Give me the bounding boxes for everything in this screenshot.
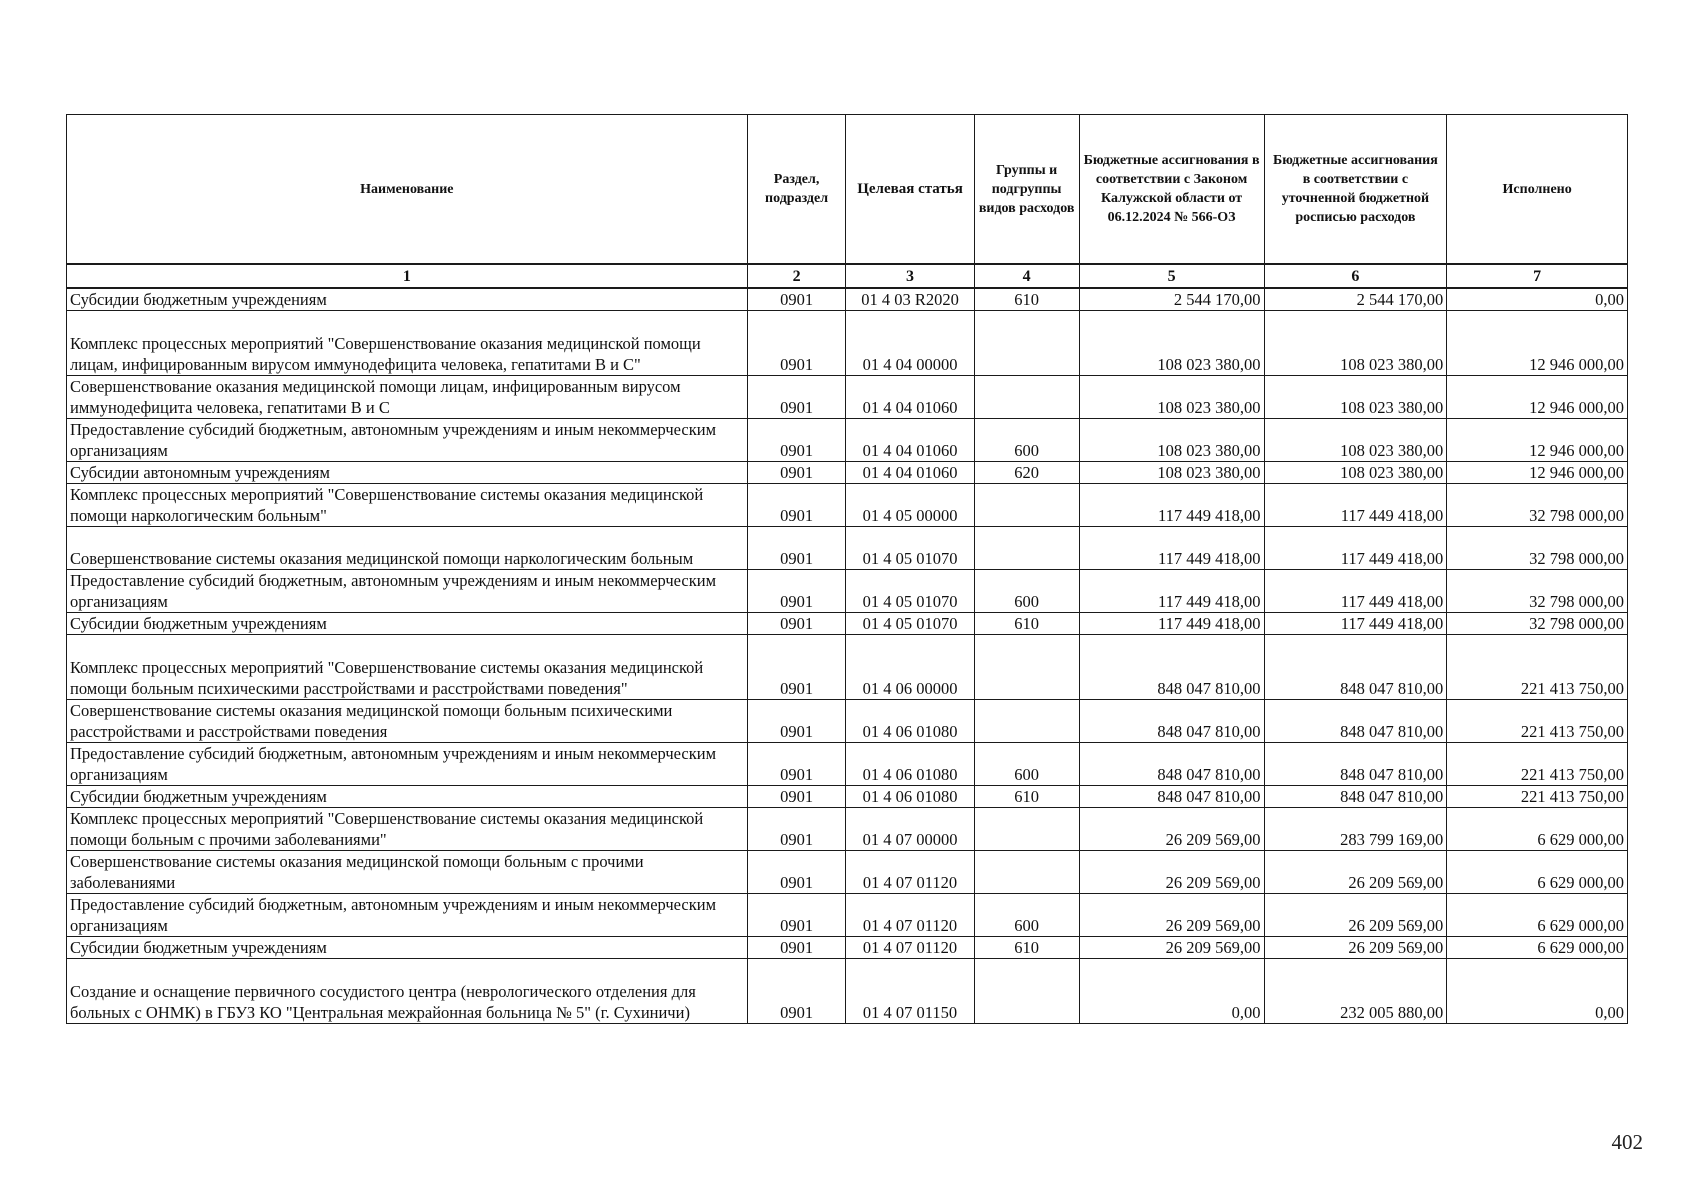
row-group: 600 — [974, 894, 1079, 937]
row-refined-allocation: 26 209 569,00 — [1264, 894, 1447, 937]
row-section: 0901 — [747, 570, 846, 613]
row-name: Субсидии бюджетным учреждениям — [67, 786, 748, 808]
row-target: 01 4 07 01150 — [846, 959, 974, 1024]
row-target: 01 4 06 01080 — [846, 743, 974, 786]
row-section: 0901 — [747, 527, 846, 570]
column-number-row — [67, 264, 1628, 288]
row-law-allocation: 108 023 380,00 — [1079, 376, 1264, 419]
row-section: 0901 — [747, 937, 846, 959]
row-group — [974, 635, 1079, 700]
row-group — [974, 484, 1079, 527]
row-law-allocation: 117 449 418,00 — [1079, 613, 1264, 635]
row-section: 0901 — [747, 484, 846, 527]
row-executed: 221 413 750,00 — [1447, 786, 1628, 808]
row-law-allocation: 108 023 380,00 — [1079, 311, 1264, 376]
row-section: 0901 — [747, 786, 846, 808]
row-executed: 6 629 000,00 — [1447, 937, 1628, 959]
table-row — [67, 894, 1628, 937]
table-row — [67, 743, 1628, 786]
header-executed: Исполнено — [1447, 115, 1628, 265]
row-refined-allocation: 108 023 380,00 — [1264, 419, 1447, 462]
row-refined-allocation: 848 047 810,00 — [1264, 700, 1447, 743]
row-executed: 6 629 000,00 — [1447, 894, 1628, 937]
header-refined-allocations: Бюджетные ассигнования в соответствии с уточненной бюджетной росписью расходов — [1264, 115, 1447, 265]
header-law-allocations: Бюджетные ассигнования в соответствии с Законом Калужской области от 06.12.2024 № 566-ОЗ — [1079, 115, 1264, 265]
row-executed: 32 798 000,00 — [1447, 484, 1628, 527]
table-row — [67, 786, 1628, 808]
row-law-allocation: 848 047 810,00 — [1079, 786, 1264, 808]
table-body — [67, 288, 1628, 1024]
row-refined-allocation: 108 023 380,00 — [1264, 311, 1447, 376]
table-row — [67, 959, 1628, 1024]
row-group — [974, 959, 1079, 1024]
row-target: 01 4 06 01080 — [846, 786, 974, 808]
row-name: Совершенствование системы оказания медицинской помощи больным с прочими заболеваниями — [67, 851, 748, 894]
row-target: 01 4 07 00000 — [846, 808, 974, 851]
row-target: 01 4 04 01060 — [846, 462, 974, 484]
row-law-allocation: 26 209 569,00 — [1079, 808, 1264, 851]
row-section: 0901 — [747, 613, 846, 635]
column-number: 4 — [974, 264, 1079, 288]
row-name: Предоставление субсидий бюджетным, автономным учреждениям и иным некоммерческим организациям — [67, 570, 748, 613]
row-name: Комплекс процессных мероприятий "Совершенствование системы оказания медицинской помощи больным с прочими заболеваниями" — [67, 808, 748, 851]
header-groups: Группы и подгруппы видов расходов — [974, 115, 1079, 265]
header-section: Раздел, подраздел — [747, 115, 846, 265]
row-group: 600 — [974, 743, 1079, 786]
column-number: 2 — [747, 264, 846, 288]
row-section: 0901 — [747, 894, 846, 937]
row-target: 01 4 05 00000 — [846, 484, 974, 527]
table-row — [67, 635, 1628, 700]
row-section: 0901 — [747, 851, 846, 894]
row-refined-allocation: 232 005 880,00 — [1264, 959, 1447, 1024]
row-executed: 32 798 000,00 — [1447, 570, 1628, 613]
row-law-allocation: 2 544 170,00 — [1079, 288, 1264, 311]
row-refined-allocation: 848 047 810,00 — [1264, 786, 1447, 808]
row-target: 01 4 04 01060 — [846, 419, 974, 462]
table-row — [67, 613, 1628, 635]
row-target: 01 4 07 01120 — [846, 894, 974, 937]
row-name: Совершенствование системы оказания медицинской помощи наркологическим больным — [67, 527, 748, 570]
table-row — [67, 419, 1628, 462]
row-section: 0901 — [747, 808, 846, 851]
row-section: 0901 — [747, 462, 846, 484]
row-refined-allocation: 117 449 418,00 — [1264, 484, 1447, 527]
row-section: 0901 — [747, 419, 846, 462]
page-number: 402 — [1611, 1130, 1643, 1154]
row-target: 01 4 05 01070 — [846, 527, 974, 570]
row-executed: 221 413 750,00 — [1447, 700, 1628, 743]
row-law-allocation: 26 209 569,00 — [1079, 937, 1264, 959]
row-law-allocation: 848 047 810,00 — [1079, 743, 1264, 786]
row-name: Комплекс процессных мероприятий "Совершенствование системы оказания медицинской помощи больным психическими расстройствами и расстройствами поведения" — [67, 635, 748, 700]
row-target: 01 4 03 R2020 — [846, 288, 974, 311]
row-refined-allocation: 848 047 810,00 — [1264, 635, 1447, 700]
row-refined-allocation: 117 449 418,00 — [1264, 570, 1447, 613]
row-section: 0901 — [747, 311, 846, 376]
row-refined-allocation: 117 449 418,00 — [1264, 527, 1447, 570]
row-group: 600 — [974, 419, 1079, 462]
table-row — [67, 700, 1628, 743]
row-name: Предоставление субсидий бюджетным, автономным учреждениям и иным некоммерческим организациям — [67, 894, 748, 937]
table-row — [67, 311, 1628, 376]
row-refined-allocation: 283 799 169,00 — [1264, 808, 1447, 851]
row-law-allocation: 848 047 810,00 — [1079, 635, 1264, 700]
row-executed: 0,00 — [1447, 288, 1628, 311]
row-group — [974, 808, 1079, 851]
row-name: Субсидии бюджетным учреждениям — [67, 613, 748, 635]
row-group: 610 — [974, 937, 1079, 959]
column-number: 3 — [846, 264, 974, 288]
row-section: 0901 — [747, 700, 846, 743]
row-law-allocation: 26 209 569,00 — [1079, 851, 1264, 894]
row-law-allocation: 848 047 810,00 — [1079, 700, 1264, 743]
row-executed: 12 946 000,00 — [1447, 376, 1628, 419]
row-section: 0901 — [747, 635, 846, 700]
header-name: Наименование — [67, 115, 748, 265]
row-name: Совершенствование оказания медицинской помощи лицам, инфицированным вирусом иммунодефицита человека, гепатитами В и С — [67, 376, 748, 419]
row-law-allocation: 108 023 380,00 — [1079, 419, 1264, 462]
row-law-allocation: 26 209 569,00 — [1079, 894, 1264, 937]
table-row — [67, 484, 1628, 527]
row-refined-allocation: 108 023 380,00 — [1264, 462, 1447, 484]
header-row — [67, 115, 1628, 265]
row-section: 0901 — [747, 288, 846, 311]
row-executed: 12 946 000,00 — [1447, 419, 1628, 462]
row-refined-allocation: 848 047 810,00 — [1264, 743, 1447, 786]
row-target: 01 4 07 01120 — [846, 851, 974, 894]
row-target: 01 4 04 01060 — [846, 376, 974, 419]
row-section: 0901 — [747, 376, 846, 419]
row-group: 610 — [974, 288, 1079, 311]
row-executed: 32 798 000,00 — [1447, 527, 1628, 570]
row-name: Предоставление субсидий бюджетным, автономным учреждениям и иным некоммерческим организациям — [67, 743, 748, 786]
row-name: Субсидии автономным учреждениям — [67, 462, 748, 484]
row-name: Комплекс процессных мероприятий "Совершенствование системы оказания медицинской помощи наркологическим больным" — [67, 484, 748, 527]
row-refined-allocation: 26 209 569,00 — [1264, 851, 1447, 894]
row-executed: 0,00 — [1447, 959, 1628, 1024]
row-group — [974, 311, 1079, 376]
row-section: 0901 — [747, 959, 846, 1024]
table-row — [67, 376, 1628, 419]
budget-page — [66, 114, 1628, 1024]
row-executed: 221 413 750,00 — [1447, 743, 1628, 786]
row-law-allocation: 0,00 — [1079, 959, 1264, 1024]
row-executed: 6 629 000,00 — [1447, 851, 1628, 894]
row-name: Совершенствование системы оказания медицинской помощи больным психическими расстройствами и расстройствами поведения — [67, 700, 748, 743]
row-law-allocation: 108 023 380,00 — [1079, 462, 1264, 484]
row-group — [974, 376, 1079, 419]
row-group — [974, 700, 1079, 743]
table-row — [67, 570, 1628, 613]
table-row — [67, 288, 1628, 311]
column-number: 5 — [1079, 264, 1264, 288]
row-name: Предоставление субсидий бюджетным, автономным учреждениям и иным некоммерческим организациям — [67, 419, 748, 462]
row-group: 600 — [974, 570, 1079, 613]
row-executed: 221 413 750,00 — [1447, 635, 1628, 700]
row-refined-allocation: 26 209 569,00 — [1264, 937, 1447, 959]
column-number: 6 — [1264, 264, 1447, 288]
header-target: Целевая статья — [846, 115, 974, 265]
row-target: 01 4 06 01080 — [846, 700, 974, 743]
table-row — [67, 462, 1628, 484]
table-row — [67, 851, 1628, 894]
row-refined-allocation: 117 449 418,00 — [1264, 613, 1447, 635]
budget-table — [66, 114, 1628, 1024]
row-group — [974, 527, 1079, 570]
row-group: 610 — [974, 786, 1079, 808]
row-name: Создание и оснащение первичного сосудистого центра (неврологического отделения для больных с ОНМК) в ГБУЗ КО "Центральная межрайонная больница № 5" (г. Сухиничи) — [67, 959, 748, 1024]
row-group: 610 — [974, 613, 1079, 635]
row-target: 01 4 04 00000 — [846, 311, 974, 376]
row-executed: 12 946 000,00 — [1447, 311, 1628, 376]
row-group: 620 — [974, 462, 1079, 484]
row-name: Комплекс процессных мероприятий "Совершенствование оказания медицинской помощи лицам, инфицированным вирусом иммунодефицита человека, гепатитами В и С" — [67, 311, 748, 376]
column-number: 1 — [67, 264, 748, 288]
row-target: 01 4 05 01070 — [846, 570, 974, 613]
row-law-allocation: 117 449 418,00 — [1079, 570, 1264, 613]
row-target: 01 4 05 01070 — [846, 613, 974, 635]
row-section: 0901 — [747, 743, 846, 786]
row-executed: 12 946 000,00 — [1447, 462, 1628, 484]
row-refined-allocation: 2 544 170,00 — [1264, 288, 1447, 311]
column-number: 7 — [1447, 264, 1628, 288]
row-executed: 6 629 000,00 — [1447, 808, 1628, 851]
row-name: Субсидии бюджетным учреждениям — [67, 937, 748, 959]
row-target: 01 4 07 01120 — [846, 937, 974, 959]
row-refined-allocation: 108 023 380,00 — [1264, 376, 1447, 419]
row-target: 01 4 06 00000 — [846, 635, 974, 700]
table-row — [67, 527, 1628, 570]
row-law-allocation: 117 449 418,00 — [1079, 527, 1264, 570]
row-law-allocation: 117 449 418,00 — [1079, 484, 1264, 527]
row-group — [974, 851, 1079, 894]
table-row — [67, 808, 1628, 851]
row-executed: 32 798 000,00 — [1447, 613, 1628, 635]
table-row — [67, 937, 1628, 959]
row-name: Субсидии бюджетным учреждениям — [67, 288, 748, 311]
